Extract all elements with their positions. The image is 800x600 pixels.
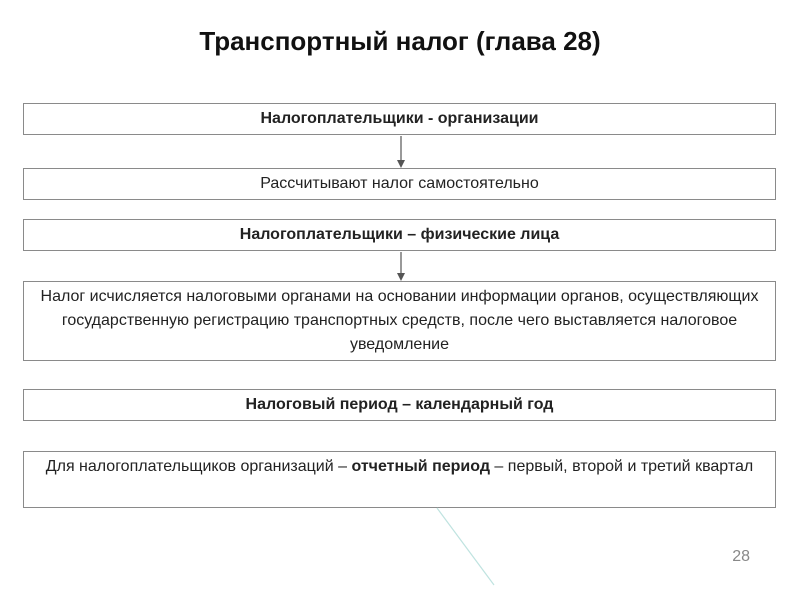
- reporting-period-text-post: – первый, второй и третий квартал: [489, 458, 754, 475]
- reporting-period-term: отчетный период: [351, 458, 490, 475]
- box-tax-period: Налоговый период – календарный год: [23, 389, 776, 421]
- down-arrow-icon: [396, 136, 406, 168]
- box-calculate-independently: Рассчитывают налог самостоятельно: [23, 168, 776, 200]
- box-taxpayers-organizations: Налогоплательщики - организации: [23, 103, 776, 135]
- down-arrow-icon: [396, 252, 406, 281]
- reporting-period-text-pre: Для налогоплательщиков организаций –: [45, 458, 352, 475]
- box-reporting-period: [23, 451, 776, 508]
- box-tax-calculated-by-authorities: Налог исчисляется налоговыми органами на основании информации органов, осуществляющих государственную регистрацию транспортных средств, после чего выставляется налоговое уведомление: [23, 281, 776, 361]
- page-number: 28: [732, 548, 750, 565]
- box-taxpayers-individuals: Налогоплательщики – физические лица: [23, 219, 776, 251]
- slide-title: Транспортный налог (глава 28): [199, 26, 601, 56]
